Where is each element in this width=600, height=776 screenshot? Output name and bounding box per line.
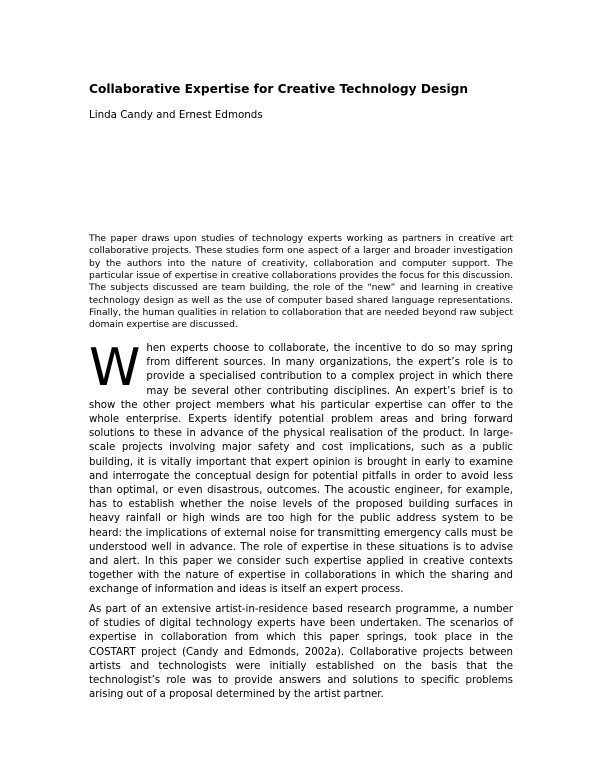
- body-paragraph-1: [89, 338, 513, 598]
- body-paragraph-1-text: hen experts choose to collaborate, the incentive to do so may spring from different sources. In many organizations, the expert’s role is to provide a specialised contribution to a complex project in which there may be several other contributing disciplines. An expert’s brief is to show the other project members what his particular expertise can offer to the whole enterprise. Experts identify potential problem areas and bring forward solutions to these in advance of the physical realisation of the product. In large-scale projects involving major safety and cost implications, such as a public building, it is vitally important that expert opinion is brought in early to examine and interrogate the conceptual design for potential pitfalls in order to avoid less than optimal, or even disastrous, outcomes. The acoustic engineer, for example, has to establish whether the noise levels of the proposed building surfaces in heavy rainfall or high winds are too high for the public address system to be heard: the implications of external noise for transmitting emergency calls must be understood well in advance. The role of expertise in these situations is to advise and alert. In this paper we consider such expertise applied in creative contexts together with the nature of expertise in collaborations in which the sharing and exchange of information and ideas is itself an expert process.: [89, 343, 513, 596]
- body-paragraph-2: As part of an extensive artist-in-residence based research programme, a number of studies of digital technology experts have been undertaken. The scenarios of expertise in collaboration from which this paper springs, took place in the COSTART project (Candy and Edmonds, 2002a). Collaborative projects between artists and technologists were initially established on the basis that the technologist’s role was to provide answers and solutions to specific problems arising out of a proposal determined by the artist partner.: [89, 604, 513, 701]
- paper-authors: Linda Candy and Ernest Edmonds: [89, 109, 263, 121]
- paper-title: Collaborative Expertise for Creative Technology Design: [89, 82, 469, 96]
- abstract: The paper draws upon studies of technology experts working as partners in creative art collaborative projects. These studies form one aspect of a larger and broader investigation by the authors into the nature of creativity, collaboration and computer support. The particular issue of expertise in creative collaborations provides the focus for this discussion. The subjects discussed are team building, the role of the “new” and learning in creative technology design as well as the use of computer based shared language representations. Finally, the human qualities in relation to collaboration that are needed beyond raw subject domain expertise are discussed.: [89, 233, 513, 331]
- drop-cap: W: [89, 338, 141, 398]
